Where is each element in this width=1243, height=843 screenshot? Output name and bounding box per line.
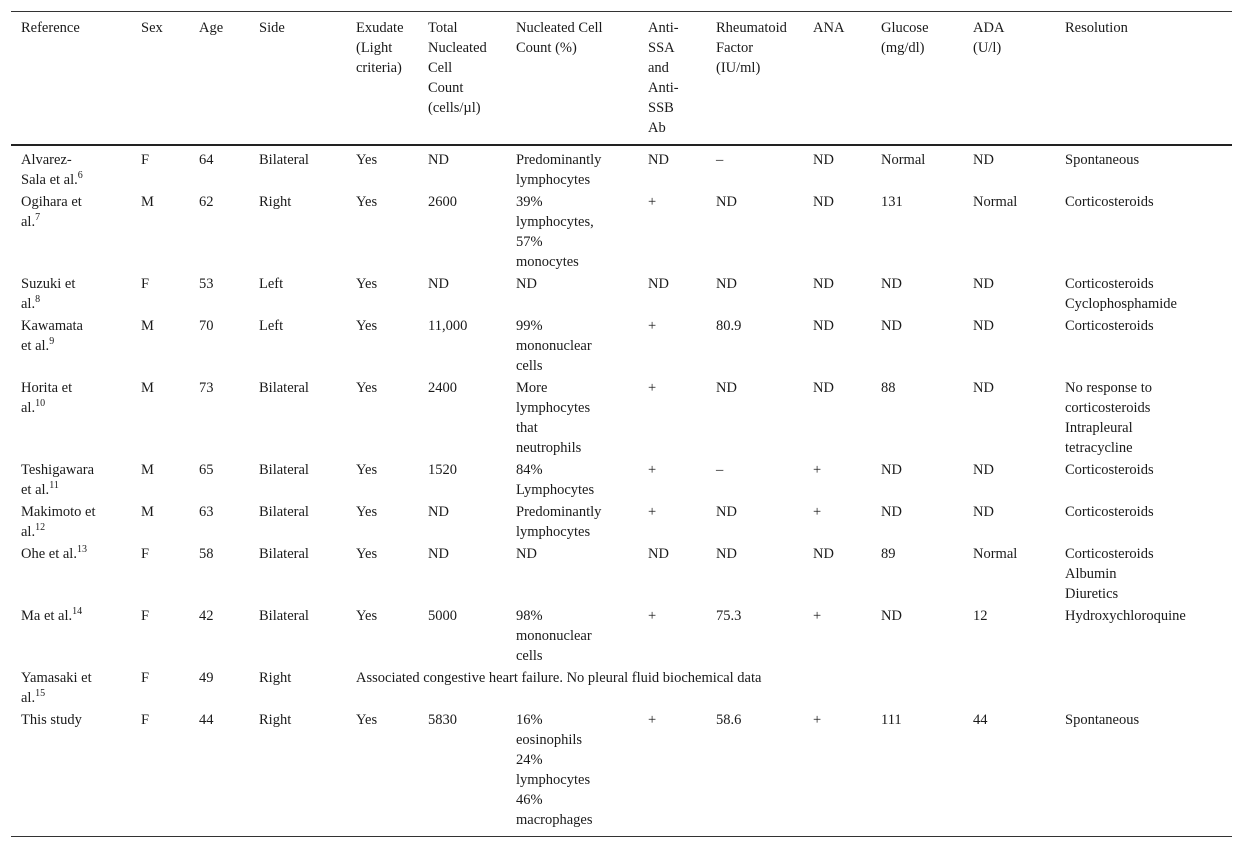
cell-glucose: 131 [881, 194, 903, 210]
cell-total-nucleated-cell-count: ND [428, 152, 449, 168]
cell-total-nucleated-cell-count: 5830 [428, 712, 457, 728]
header-line: (IU/ml) [716, 60, 761, 76]
cell-ada: ND [973, 152, 994, 168]
header-line: Factor [716, 40, 754, 56]
resolution-line: corticosteroids [1065, 400, 1151, 416]
cell-total-nucleated-cell-count: 1520 [428, 462, 457, 478]
cell-side: Right [259, 194, 292, 210]
cell-side: Bilateral [259, 152, 309, 168]
cell-ada: Normal [973, 546, 1018, 562]
header-line: Glucose [881, 20, 929, 36]
nucleated-cell-count-line: ND [516, 276, 537, 292]
nucleated-cell-count-line: ND [516, 546, 537, 562]
nucleated-cell-count-line: cells [516, 648, 543, 664]
table-row [11, 543, 1232, 605]
cell-resolution [1055, 543, 1232, 605]
header-exudate [346, 12, 418, 146]
cell-sex: F [141, 670, 150, 686]
cell-anti-ssa-ssb: + [648, 380, 657, 396]
reference-line: Makimoto et [21, 504, 96, 520]
header-line: Resolution [1065, 20, 1128, 36]
cell-exudate: Yes [356, 546, 378, 562]
cell-age: 70 [199, 318, 214, 334]
nucleated-cell-count-line: macrophages [516, 812, 593, 828]
citation-number: 6 [77, 170, 83, 182]
cell-side: Left [259, 276, 284, 292]
table-row [11, 377, 1232, 459]
nucleated-cell-count-line: cells [516, 358, 543, 374]
nucleated-cell-count-line: lymphocytes, [516, 214, 594, 230]
cell-exudate: Yes [356, 152, 378, 168]
header-line: Anti- [648, 80, 679, 96]
cell-total-nucleated-cell-count: 2600 [428, 194, 457, 210]
cell-resolution [1055, 315, 1232, 377]
nucleated-cell-count-line: 24% [516, 752, 543, 768]
header-line: Age [199, 20, 224, 36]
reference-line: Ohe et al.$^{13}$ [21, 544, 87, 562]
resolution-line: Corticosteroids [1065, 504, 1154, 520]
header-line: (U/l) [973, 40, 1002, 56]
header-total-nucleated-cell-count [418, 12, 506, 146]
header-row [11, 12, 1232, 146]
header-side [249, 12, 346, 146]
cell-glucose: 89 [881, 546, 896, 562]
cell-exudate: Yes [356, 608, 378, 624]
cell-ana: ND [813, 194, 834, 210]
cell-rheumatoid-factor: – [716, 462, 724, 478]
header-line: Count (%) [516, 40, 577, 56]
cell-reference [11, 501, 131, 543]
cell-anti-ssa-ssb: + [648, 504, 657, 520]
citation-number: 10 [35, 398, 46, 410]
cell-reference [11, 709, 131, 837]
nucleated-cell-count-line: mononuclear [516, 338, 592, 354]
cell-resolution [1055, 459, 1232, 501]
citation-number: 14 [72, 606, 83, 618]
cell-rheumatoid-factor: ND [716, 380, 737, 396]
header-line: (Light [356, 40, 393, 56]
cell-side: Right [259, 670, 292, 686]
cell-reference [11, 191, 131, 273]
header-sex [131, 12, 189, 146]
cell-nucleated-cell-count [506, 273, 638, 315]
citation-number: 8 [35, 294, 41, 306]
cell-rheumatoid-factor: – [716, 152, 724, 168]
cell-glucose: 88 [881, 380, 896, 396]
header-line: Total [428, 20, 458, 36]
cell-reference [11, 667, 131, 709]
reference-line: al.$^8$ [21, 294, 41, 312]
cell-side: Right [259, 712, 292, 728]
header-line: Nucleated [428, 40, 487, 56]
cell-exudate: Yes [356, 318, 378, 334]
resolution-line: Hydroxychloroquine [1065, 608, 1186, 624]
resolution-line: Corticosteroids [1065, 194, 1154, 210]
cell-side: Left [259, 318, 284, 334]
cell-side: Bilateral [259, 546, 309, 562]
cell-ada: Normal [973, 194, 1018, 210]
cell-resolution [1055, 501, 1232, 543]
table-row [11, 501, 1232, 543]
citation-number: 15 [35, 688, 46, 700]
cell-sex: M [141, 380, 154, 396]
cell-ana: ND [813, 380, 834, 396]
cell-exudate: Yes [356, 462, 378, 478]
cell-reference [11, 459, 131, 501]
citation-number: 7 [35, 212, 41, 224]
header-glucose [871, 12, 963, 146]
cell-anti-ssa-ssb: ND [648, 152, 669, 168]
cell-glucose: ND [881, 276, 902, 292]
resolution-line: Diuretics [1065, 586, 1119, 602]
cell-resolution [1055, 145, 1232, 191]
reference-line: al.$^{12}$ [21, 522, 46, 540]
table-header [11, 12, 1232, 146]
nucleated-cell-count-line: More [516, 380, 548, 396]
nucleated-cell-count-line: 98% [516, 608, 543, 624]
header-line: Exudate [356, 20, 404, 36]
cell-sex: M [141, 194, 154, 210]
table-row [11, 145, 1232, 191]
header-line: Reference [21, 20, 80, 36]
cell-side: Bilateral [259, 380, 309, 396]
cell-ana: + [813, 504, 822, 520]
nucleated-cell-count-line: Predominantly [516, 504, 602, 520]
cell-total-nucleated-cell-count: 2400 [428, 380, 457, 396]
header-line: Ab [648, 120, 666, 136]
cell-resolution [1055, 191, 1232, 273]
cell-glucose: Normal [881, 152, 926, 168]
cell-age: 49 [199, 670, 214, 686]
cell-anti-ssa-ssb: + [648, 194, 657, 210]
cell-sex: F [141, 712, 150, 728]
cell-ada: ND [973, 318, 994, 334]
cell-reference [11, 377, 131, 459]
cell-nucleated-cell-count [506, 605, 638, 667]
cell-ada: ND [973, 462, 994, 478]
cell-exudate: Yes [356, 504, 378, 520]
nucleated-cell-count-line: 46% [516, 792, 543, 808]
cell-exudate: Yes [356, 712, 378, 728]
cell-anti-ssa-ssb: ND [648, 546, 669, 562]
citation-number: 13 [76, 544, 87, 556]
cell-ada: ND [973, 504, 994, 520]
citation-number: 11 [49, 480, 59, 492]
cell-nucleated-cell-count [506, 709, 638, 837]
nucleated-cell-count-line: 84% [516, 462, 543, 478]
header-line: Nucleated Cell [516, 20, 603, 36]
table-body [11, 145, 1232, 837]
comparison-table [11, 11, 1232, 837]
header-line: criteria) [356, 60, 402, 76]
resolution-line: No response to [1065, 380, 1152, 396]
cell-reference [11, 315, 131, 377]
header-line: Count [428, 80, 464, 96]
cell-anti-ssa-ssb: + [648, 608, 657, 624]
nucleated-cell-count-line: lymphocytes [516, 172, 591, 188]
header-reference [11, 12, 131, 146]
cell-side: Bilateral [259, 504, 309, 520]
table-row [11, 191, 1232, 273]
cell-age: 53 [199, 276, 214, 292]
header-line: Side [259, 20, 285, 36]
reference-line: This study [21, 712, 82, 728]
cell-rheumatoid-factor: 58.6 [716, 712, 742, 728]
cell-total-nucleated-cell-count: ND [428, 546, 449, 562]
resolution-line: Spontaneous [1065, 712, 1140, 728]
resolution-line: Spontaneous [1065, 152, 1140, 168]
header-line: Cell [428, 60, 453, 76]
header-anti-ssa-ssb [638, 12, 706, 146]
header-line: SSB [648, 100, 674, 116]
cell-nucleated-cell-count [506, 543, 638, 605]
reference-line: Teshigawara [21, 462, 95, 478]
cell-ana: ND [813, 152, 834, 168]
nucleated-cell-count-line: monocytes [516, 254, 579, 270]
reference-line: Ogihara et [21, 194, 82, 210]
cell-glucose: ND [881, 462, 902, 478]
cell-nucleated-cell-count [506, 377, 638, 459]
cell-nucleated-cell-count [506, 501, 638, 543]
header-line: and [648, 60, 669, 76]
nucleated-cell-count-line: that [516, 420, 538, 436]
cell-total-nucleated-cell-count: 11,000 [428, 318, 468, 334]
cell-anti-ssa-ssb: ND [648, 276, 669, 292]
cell-age: 58 [199, 546, 214, 562]
cell-anti-ssa-ssb: + [648, 712, 657, 728]
cell-exudate: Yes [356, 380, 378, 396]
cell-glucose: ND [881, 318, 902, 334]
cell-glucose: ND [881, 504, 902, 520]
cell-glucose: 111 [881, 712, 902, 728]
nucleated-cell-count-line: neutrophils [516, 440, 582, 456]
table-row [11, 459, 1232, 501]
cell-ada: 44 [973, 712, 988, 728]
nucleated-cell-count-line: lymphocytes [516, 524, 591, 540]
cell-ana: ND [813, 276, 834, 292]
resolution-line: Corticosteroids [1065, 546, 1154, 562]
header-nucleated-cell-count [506, 12, 638, 146]
cell-sex: M [141, 318, 154, 334]
header-line: ADA [973, 20, 1005, 36]
cell-rheumatoid-factor: ND [716, 276, 737, 292]
nucleated-cell-count-line: lymphocytes [516, 772, 591, 788]
cell-nucleated-cell-count [506, 315, 638, 377]
header-line: Sex [141, 20, 163, 36]
cell-ada: ND [973, 380, 994, 396]
reference-line: Horita et [21, 380, 73, 396]
cell-reference [11, 605, 131, 667]
cell-reference [11, 543, 131, 605]
resolution-line: Albumin [1065, 566, 1117, 582]
cell-anti-ssa-ssb: + [648, 318, 657, 334]
resolution-line: Corticosteroids [1065, 318, 1154, 334]
table-row [11, 605, 1232, 667]
reference-line: et al.$^{11}$ [21, 480, 59, 498]
reference-line: al.$^{15}$ [21, 688, 46, 706]
cell-ana: + [813, 608, 822, 624]
cell-age: 73 [199, 380, 214, 396]
resolution-line: tetracycline [1065, 440, 1133, 456]
header-rheumatoid-factor [706, 12, 803, 146]
nucleated-cell-count-line: 57% [516, 234, 543, 250]
header-line: (mg/dl) [881, 40, 925, 56]
nucleated-cell-count-line: 99% [516, 318, 543, 334]
reference-line: Ma et al.$^{14}$ [21, 606, 83, 624]
table-row [11, 273, 1232, 315]
cell-sex: F [141, 608, 150, 624]
cell-sex: M [141, 504, 154, 520]
cell-age: 63 [199, 504, 214, 520]
cell-rheumatoid-factor: 75.3 [716, 608, 742, 624]
nucleated-cell-count-line: 39% [516, 194, 543, 210]
header-ada [963, 12, 1055, 146]
reference-line: et al.$^9$ [21, 336, 55, 354]
header-ana [803, 12, 871, 146]
header-line: Rheumatoid [716, 20, 787, 36]
cell-nucleated-cell-count [506, 145, 638, 191]
cell-resolution [1055, 273, 1232, 315]
nucleated-cell-count-line: mononuclear [516, 628, 592, 644]
cell-rheumatoid-factor: 80.9 [716, 318, 742, 334]
nucleated-cell-count-line: eosinophils [516, 732, 583, 748]
cell-ada: ND [973, 276, 994, 292]
header-line: ANA [813, 20, 845, 36]
cell-glucose: ND [881, 608, 902, 624]
resolution-line: Intrapleural [1065, 420, 1133, 436]
cell-anti-ssa-ssb: + [648, 462, 657, 478]
cell-rheumatoid-factor: ND [716, 504, 737, 520]
cell-age: 64 [199, 152, 214, 168]
cell-ana: ND [813, 546, 834, 562]
reference-line: Yamasaki et [21, 670, 92, 686]
table-row [11, 315, 1232, 377]
reference-line: Kawamata [21, 318, 83, 334]
cell-nucleated-cell-count [506, 459, 638, 501]
nucleated-cell-count-line: Predominantly [516, 152, 602, 168]
citation-number: 9 [49, 336, 55, 348]
resolution-line: Cyclophosphamide [1065, 296, 1177, 312]
cell-rheumatoid-factor: ND [716, 194, 737, 210]
cell-exudate: Yes [356, 194, 378, 210]
cell-sex: F [141, 276, 150, 292]
cell-nucleated-cell-count [506, 191, 638, 273]
cell-reference [11, 145, 131, 191]
resolution-line: Corticosteroids [1065, 276, 1154, 292]
cell-sex: F [141, 546, 150, 562]
table-container [11, 11, 1232, 837]
cell-age: 42 [199, 608, 214, 624]
reference-line: al.$^7$ [21, 212, 41, 230]
cell-age: 44 [199, 712, 214, 728]
reference-line: Alvarez- [21, 152, 72, 168]
nucleated-cell-count-line: Lymphocytes [516, 482, 595, 498]
cell-resolution [1055, 605, 1232, 667]
cell-side: Bilateral [259, 608, 309, 624]
cell-sex: F [141, 152, 150, 168]
nucleated-cell-count-line: lymphocytes [516, 400, 591, 416]
cell-exudate: Yes [356, 276, 378, 292]
nucleated-cell-count-line: 16% [516, 712, 543, 728]
cell-age: 65 [199, 462, 214, 478]
cell-resolution [1055, 377, 1232, 459]
citation-number: 12 [35, 522, 46, 534]
cell-ana: + [813, 712, 822, 728]
reference-line: al.$^{10}$ [21, 398, 46, 416]
cell-side: Bilateral [259, 462, 309, 478]
header-resolution [1055, 12, 1232, 146]
reference-line: Sala et al.$^6$ [21, 170, 83, 188]
cell-note: Associated congestive heart failure. No pleural fluid biochemical data [356, 670, 762, 686]
cell-reference [11, 273, 131, 315]
header-line: Anti- [648, 20, 679, 36]
cell-total-nucleated-cell-count: 5000 [428, 608, 457, 624]
header-line: SSA [648, 40, 675, 56]
cell-resolution [1055, 709, 1232, 837]
table-row [11, 667, 1232, 709]
cell-ana: ND [813, 318, 834, 334]
cell-total-nucleated-cell-count: ND [428, 504, 449, 520]
resolution-line: Corticosteroids [1065, 462, 1154, 478]
reference-line: Suzuki et [21, 276, 76, 292]
cell-sex: M [141, 462, 154, 478]
cell-ana: + [813, 462, 822, 478]
cell-total-nucleated-cell-count: ND [428, 276, 449, 292]
header-age [189, 12, 249, 146]
cell-rheumatoid-factor: ND [716, 546, 737, 562]
cell-ada: 12 [973, 608, 988, 624]
cell-age: 62 [199, 194, 214, 210]
header-line: (cells/µl) [428, 100, 481, 116]
table-row [11, 709, 1232, 837]
